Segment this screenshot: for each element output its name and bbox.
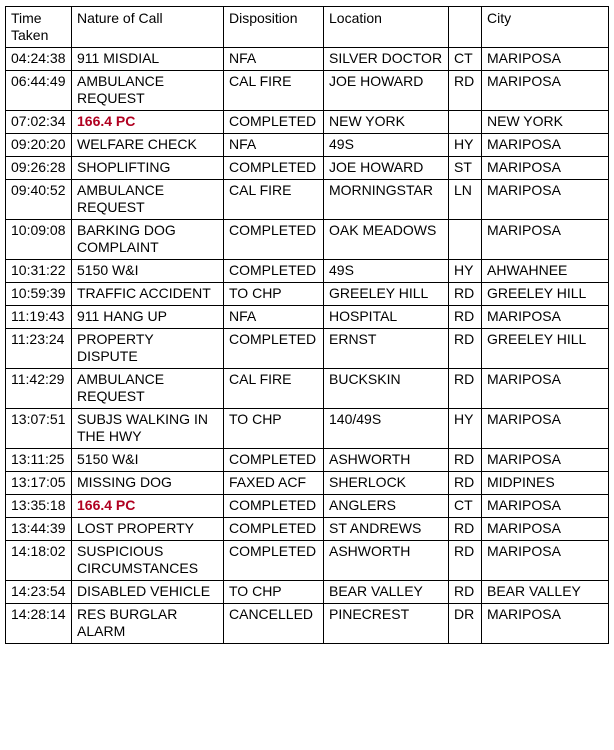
time-cell: 14:28:14 bbox=[6, 604, 72, 644]
street-suffix-cell: RD bbox=[449, 472, 482, 495]
disposition-cell: CAL FIRE bbox=[224, 369, 324, 409]
disposition-cell: TO CHP bbox=[224, 581, 324, 604]
city-cell: MARIPOSA bbox=[482, 369, 609, 409]
nature-of-call-cell: AMBULANCE REQUEST bbox=[72, 71, 224, 111]
city-cell: MARIPOSA bbox=[482, 409, 609, 449]
time-cell: 10:09:08 bbox=[6, 220, 72, 260]
city-cell: MARIPOSA bbox=[482, 220, 609, 260]
nature-of-call-cell: 166.4 PC bbox=[72, 495, 224, 518]
location-cell: ASHWORTH bbox=[324, 541, 449, 581]
table-row bbox=[6, 180, 609, 220]
nature-of-call-cell: 166.4 PC bbox=[72, 111, 224, 134]
header-location: Location bbox=[324, 7, 449, 48]
street-suffix-cell: HY bbox=[449, 260, 482, 283]
nature-of-call-cell: LOST PROPERTY bbox=[72, 518, 224, 541]
location-cell: GREELEY HILL bbox=[324, 283, 449, 306]
location-cell: ANGLERS bbox=[324, 495, 449, 518]
header-nature-of-call: Nature of Call bbox=[72, 7, 224, 48]
time-cell: 13:35:18 bbox=[6, 495, 72, 518]
table-row bbox=[6, 111, 609, 134]
table-row bbox=[6, 472, 609, 495]
nature-of-call-cell: AMBULANCE REQUEST bbox=[72, 180, 224, 220]
header-time-taken: Time Taken bbox=[6, 7, 72, 48]
street-suffix-cell: RD bbox=[449, 369, 482, 409]
street-suffix-cell: CT bbox=[449, 495, 482, 518]
time-cell: 14:18:02 bbox=[6, 541, 72, 581]
location-cell: HOSPITAL bbox=[324, 306, 449, 329]
time-cell: 09:40:52 bbox=[6, 180, 72, 220]
city-cell: MARIPOSA bbox=[482, 306, 609, 329]
nature-of-call-cell: WELFARE CHECK bbox=[72, 134, 224, 157]
nature-of-call-cell: TRAFFIC ACCIDENT bbox=[72, 283, 224, 306]
time-cell: 13:44:39 bbox=[6, 518, 72, 541]
city-cell: BEAR VALLEY bbox=[482, 581, 609, 604]
street-suffix-cell: RD bbox=[449, 71, 482, 111]
street-suffix-cell: RD bbox=[449, 518, 482, 541]
city-cell: GREELEY HILL bbox=[482, 329, 609, 369]
time-cell: 04:24:38 bbox=[6, 48, 72, 71]
city-cell: MARIPOSA bbox=[482, 134, 609, 157]
disposition-cell: NFA bbox=[224, 48, 324, 71]
nature-of-call-cell: SHOPLIFTING bbox=[72, 157, 224, 180]
time-cell: 10:31:22 bbox=[6, 260, 72, 283]
header-disposition: Disposition bbox=[224, 7, 324, 48]
nature-of-call-cell: SUSPICIOUS CIRCUMSTANCES bbox=[72, 541, 224, 581]
location-cell: NEW YORK bbox=[324, 111, 449, 134]
city-cell: MARIPOSA bbox=[482, 518, 609, 541]
street-suffix-cell bbox=[449, 111, 482, 134]
disposition-cell: COMPLETED bbox=[224, 260, 324, 283]
location-cell: ERNST bbox=[324, 329, 449, 369]
disposition-cell: CAL FIRE bbox=[224, 180, 324, 220]
city-cell: MIDPINES bbox=[482, 472, 609, 495]
table-row bbox=[6, 495, 609, 518]
city-cell: GREELEY HILL bbox=[482, 283, 609, 306]
nature-of-call-cell: PROPERTY DISPUTE bbox=[72, 329, 224, 369]
nature-of-call-cell: BARKING DOG COMPLAINT bbox=[72, 220, 224, 260]
nature-of-call-cell: AMBULANCE REQUEST bbox=[72, 369, 224, 409]
street-suffix-cell: RD bbox=[449, 283, 482, 306]
nature-of-call-cell: DISABLED VEHICLE bbox=[72, 581, 224, 604]
time-cell: 06:44:49 bbox=[6, 71, 72, 111]
city-cell: MARIPOSA bbox=[482, 604, 609, 644]
location-cell: PINECREST bbox=[324, 604, 449, 644]
location-cell: JOE HOWARD bbox=[324, 71, 449, 111]
location-cell: JOE HOWARD bbox=[324, 157, 449, 180]
nature-of-call-cell: 5150 W&I bbox=[72, 260, 224, 283]
disposition-cell: COMPLETED bbox=[224, 157, 324, 180]
time-cell: 09:20:20 bbox=[6, 134, 72, 157]
table-row bbox=[6, 220, 609, 260]
street-suffix-cell: HY bbox=[449, 134, 482, 157]
city-cell: MARIPOSA bbox=[482, 449, 609, 472]
disposition-cell: COMPLETED bbox=[224, 495, 324, 518]
disposition-cell: TO CHP bbox=[224, 409, 324, 449]
street-suffix-cell: HY bbox=[449, 409, 482, 449]
city-cell: MARIPOSA bbox=[482, 71, 609, 111]
disposition-cell: COMPLETED bbox=[224, 111, 324, 134]
location-cell: ST ANDREWS bbox=[324, 518, 449, 541]
time-cell: 11:19:43 bbox=[6, 306, 72, 329]
city-cell: NEW YORK bbox=[482, 111, 609, 134]
location-cell: OAK MEADOWS bbox=[324, 220, 449, 260]
disposition-cell: NFA bbox=[224, 306, 324, 329]
table-row bbox=[6, 71, 609, 111]
disposition-cell: COMPLETED bbox=[224, 449, 324, 472]
time-cell: 13:17:05 bbox=[6, 472, 72, 495]
time-cell: 09:26:28 bbox=[6, 157, 72, 180]
header-street-suffix bbox=[449, 7, 482, 48]
call-log-table bbox=[5, 6, 609, 644]
header-row bbox=[6, 7, 609, 48]
table-row bbox=[6, 409, 609, 449]
location-cell: 49S bbox=[324, 134, 449, 157]
table-row bbox=[6, 604, 609, 644]
street-suffix-cell: RD bbox=[449, 541, 482, 581]
street-suffix-cell: LN bbox=[449, 180, 482, 220]
time-cell: 14:23:54 bbox=[6, 581, 72, 604]
time-cell: 11:42:29 bbox=[6, 369, 72, 409]
disposition-cell: CANCELLED bbox=[224, 604, 324, 644]
street-suffix-cell: RD bbox=[449, 581, 482, 604]
nature-of-call-cell: MISSING DOG bbox=[72, 472, 224, 495]
table-row bbox=[6, 260, 609, 283]
disposition-cell: FAXED ACF bbox=[224, 472, 324, 495]
street-suffix-cell: RD bbox=[449, 449, 482, 472]
table-row bbox=[6, 329, 609, 369]
nature-of-call-cell: 911 HANG UP bbox=[72, 306, 224, 329]
nature-of-call-cell: 5150 W&I bbox=[72, 449, 224, 472]
table-row bbox=[6, 581, 609, 604]
street-suffix-cell: RD bbox=[449, 329, 482, 369]
city-cell: MARIPOSA bbox=[482, 48, 609, 71]
city-cell: AHWAHNEE bbox=[482, 260, 609, 283]
time-cell: 10:59:39 bbox=[6, 283, 72, 306]
city-cell: MARIPOSA bbox=[482, 495, 609, 518]
disposition-cell: COMPLETED bbox=[224, 220, 324, 260]
street-suffix-cell bbox=[449, 220, 482, 260]
time-cell: 13:11:25 bbox=[6, 449, 72, 472]
table-row bbox=[6, 48, 609, 71]
disposition-cell: COMPLETED bbox=[224, 518, 324, 541]
disposition-cell: COMPLETED bbox=[224, 329, 324, 369]
city-cell: MARIPOSA bbox=[482, 541, 609, 581]
location-cell: SHERLOCK bbox=[324, 472, 449, 495]
location-cell: BUCKSKIN bbox=[324, 369, 449, 409]
nature-of-call-cell: RES BURGLAR ALARM bbox=[72, 604, 224, 644]
city-cell: MARIPOSA bbox=[482, 157, 609, 180]
table-row bbox=[6, 157, 609, 180]
location-cell: SILVER DOCTOR bbox=[324, 48, 449, 71]
location-cell: 49S bbox=[324, 260, 449, 283]
disposition-cell: CAL FIRE bbox=[224, 71, 324, 111]
location-cell: BEAR VALLEY bbox=[324, 581, 449, 604]
table-row bbox=[6, 518, 609, 541]
street-suffix-cell: RD bbox=[449, 306, 482, 329]
location-cell: MORNINGSTAR bbox=[324, 180, 449, 220]
city-cell: MARIPOSA bbox=[482, 180, 609, 220]
table-row bbox=[6, 283, 609, 306]
header-city: City bbox=[482, 7, 609, 48]
time-cell: 11:23:24 bbox=[6, 329, 72, 369]
table-row bbox=[6, 369, 609, 409]
table-row bbox=[6, 541, 609, 581]
time-cell: 07:02:34 bbox=[6, 111, 72, 134]
disposition-cell: TO CHP bbox=[224, 283, 324, 306]
table-row bbox=[6, 306, 609, 329]
nature-of-call-cell: 911 MISDIAL bbox=[72, 48, 224, 71]
location-cell: ASHWORTH bbox=[324, 449, 449, 472]
nature-of-call-cell: SUBJS WALKING IN THE HWY bbox=[72, 409, 224, 449]
time-cell: 13:07:51 bbox=[6, 409, 72, 449]
street-suffix-cell: CT bbox=[449, 48, 482, 71]
table-row bbox=[6, 134, 609, 157]
location-cell: 140/49S bbox=[324, 409, 449, 449]
disposition-cell: COMPLETED bbox=[224, 541, 324, 581]
street-suffix-cell: DR bbox=[449, 604, 482, 644]
disposition-cell: NFA bbox=[224, 134, 324, 157]
table-row bbox=[6, 449, 609, 472]
street-suffix-cell: ST bbox=[449, 157, 482, 180]
